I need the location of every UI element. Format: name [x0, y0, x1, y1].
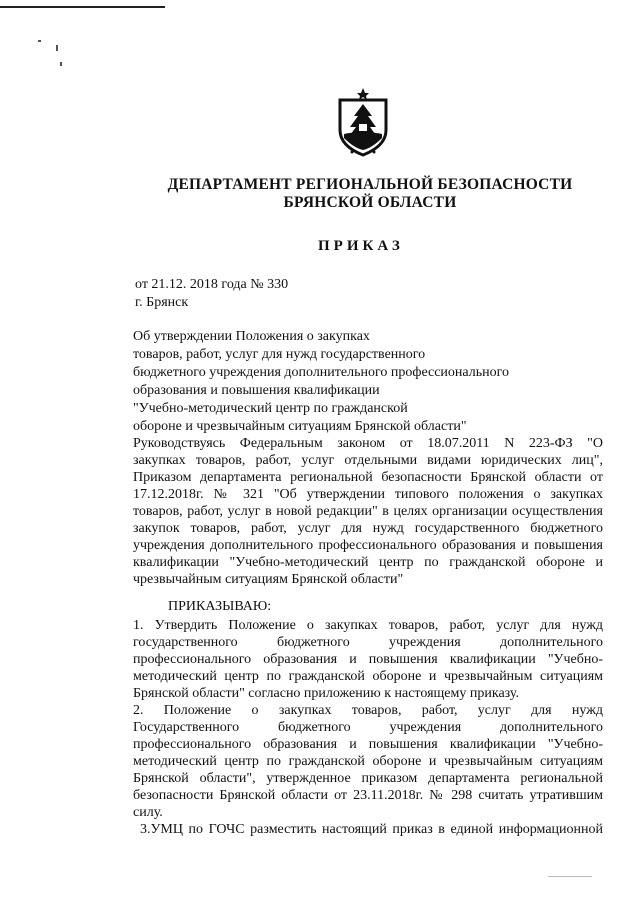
preamble-line: учреждения дополнительного профессионального образования и повышения: [133, 538, 603, 553]
item-2-line: Государственного бюджетного учреждения дополнительного: [133, 720, 603, 735]
preamble-line: чрезвычайным ситуациям Брянской области": [133, 572, 404, 587]
preamble-line: Приказом департамента региональной безопасности Брянской области от: [133, 470, 603, 485]
subject-line: образования и повышения квалификации: [133, 383, 380, 398]
scan-edge-line: [0, 6, 165, 8]
scan-speck: [56, 45, 58, 51]
preamble-line: квалификации "Учебно-методический центр по гражданской обороне и: [133, 555, 603, 570]
item-2-line: методический центр по гражданской обороне и чрезвычайным ситуациям: [133, 754, 603, 769]
item-1-line: государственного бюджетного учреждения дополнительного: [133, 635, 603, 650]
preamble-line: Руководствуясь Федеральным законом от 18.07.2011 N 223-ФЗ "О: [133, 436, 603, 451]
item-2-line: профессионального образования и повышения квалификации "Учебно-: [133, 737, 603, 752]
order-date-number: от 21.12. 2018 года № 330: [135, 277, 289, 292]
subject-line: бюджетного учреждения дополнительного профессионального: [133, 365, 510, 380]
item-1-line: профессионального образования и повышения квалификации "Учебно-: [133, 652, 603, 667]
subject-line: товаров, работ, услуг для нужд государственного: [133, 347, 426, 362]
item-2-line: силу.: [133, 805, 163, 820]
preamble-line: 17.12.2018г. № 321 "Об утверждении типового положения о закупках: [133, 487, 603, 502]
preamble-line: закупках товаров, работ, услуг отдельными видами юридических лиц",: [133, 453, 603, 468]
item-1-line: методический центр по гражданской обороне и чрезвычайным ситуациям: [133, 669, 603, 684]
subject-line: "Учебно-методический центр по гражданской: [133, 401, 408, 416]
order-title: ПРИКАЗ: [318, 238, 404, 254]
item-3-line: 3.УМЦ по ГОЧС разместить настоящий приказ в единой информационной: [140, 822, 603, 837]
preamble-line: закупок товаров, работ, услуг для нужд государственного бюджетного: [133, 521, 603, 536]
orders-heading: ПРИКАЗЫВАЮ:: [168, 599, 272, 614]
preamble-line: товаров, работ, услуг в новой редакции" в целях организации осуществления: [133, 504, 603, 519]
subject-line: Об утверждении Положения о закупках: [133, 329, 370, 344]
coat-of-arms-emblem: [332, 84, 394, 158]
department-name-line-1: ДЕПАРТАМЕНТ РЕГИОНАЛЬНОЙ БЕЗОПАСНОСТИ: [167, 176, 573, 193]
item-2-line: 2. Положение о закупках товаров, работ, услуг для нужд: [133, 703, 603, 718]
item-2-line: безопасности Брянской области от 23.11.2018г. № 298 считать утратившим: [133, 788, 603, 803]
scan-speck: [60, 62, 62, 66]
item-1-line: Брянской области" согласно приложению к настоящему приказу.: [133, 686, 520, 701]
scan-speck: [38, 40, 41, 42]
subject-line: обороне и чрезвычайным ситуациям Брянской области": [133, 419, 467, 434]
order-city: г. Брянск: [135, 295, 189, 310]
scan-speck: [548, 876, 592, 877]
department-name-line-2: БРЯНСКОЙ ОБЛАСТИ: [283, 194, 457, 211]
item-2-line: Брянской области", утвержденное приказом департамента региональной: [133, 771, 603, 786]
item-1-line: 1. Утвердить Положение о закупках товаров, работ, услуг для нужд: [133, 618, 603, 633]
